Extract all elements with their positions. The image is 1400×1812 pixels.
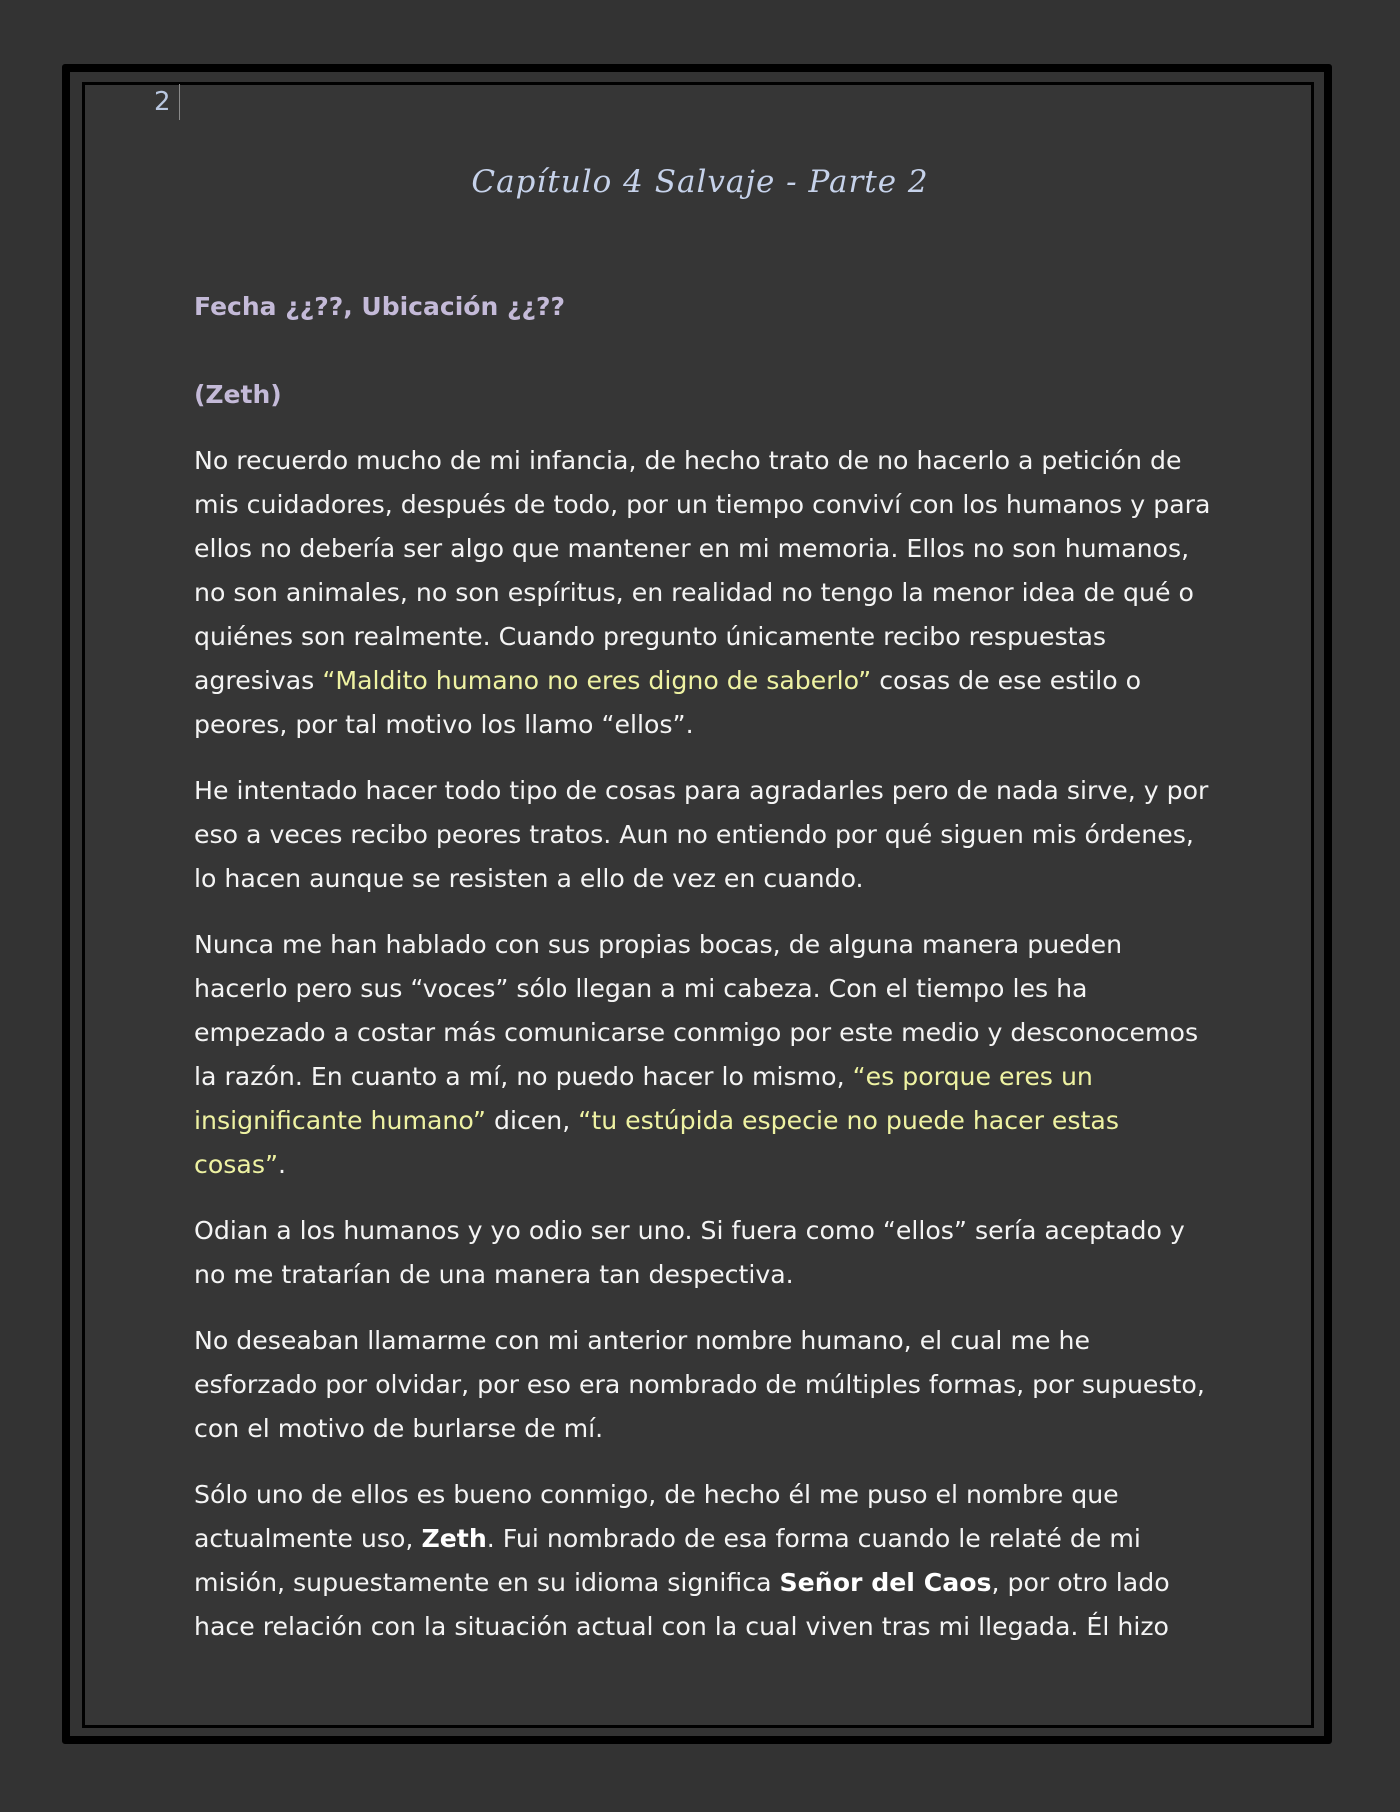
- paragraph-text: No recuerdo mucho de mi infancia, de hecho trato de no hacerlo a petición de mis cuidadores, después de todo, por un tiempo conviví con los humanos y para ellos no debería ser algo que mantener en mi memoria. Ellos no son humanos, no son animales, no son espíritus, en realidad no tengo la menor idea de qué o quiénes son realmente. Cuando pregunto únicamente recibo respuestas agresivas: [194, 446, 1211, 695]
- quote-highlight: “Maldito humano no eres digno de saberlo”: [322, 666, 872, 695]
- meaning-bold: Señor del Caos: [779, 1568, 992, 1597]
- page-number: 2: [150, 84, 180, 120]
- paragraph-1: [194, 439, 1214, 747]
- paragraph-text: dicen,: [485, 1106, 579, 1135]
- paragraph-2: [194, 769, 1214, 901]
- document-body: [194, 285, 1214, 1671]
- paragraph-text: , por otro lado hace relación con la situación actual con la cual viven tras mi llegada. Él hizo: [194, 1568, 1170, 1641]
- paragraph-text: He intentado hacer todo tipo de cosas para agradarles pero de nada sirve, y por eso a veces recibo peores tratos. Aun no entiendo por qué siguen mis órdenes, lo hacen aunque se resisten a ello de vez en cuando.: [194, 776, 1209, 893]
- paragraph-6: [194, 1473, 1214, 1649]
- paragraph-3: [194, 923, 1214, 1187]
- paragraph-text: cosas de ese estilo o peores, por tal motivo los llamo “ellos”.: [194, 666, 1142, 739]
- paragraph-text: .: [278, 1150, 287, 1179]
- chapter-title: Capítulo 4 Salvaje - Parte 2: [471, 164, 929, 200]
- pov-heading: (Zeth): [194, 380, 282, 409]
- quote-highlight: “tu estúpida especie no puede hacer estas cosas”: [194, 1106, 1119, 1179]
- paragraph-text: Sólo uno de ellos es bueno conmigo, de hecho él me puso el nombre que actualmente uso,: [194, 1480, 1119, 1553]
- paragraph-text: No deseaban llamarme con mi anterior nombre humano, el cual me he esforzado por olvidar, por eso era nombrado de múltiples formas, por supuesto, con el motivo de burlarse de mí.: [194, 1326, 1205, 1443]
- paragraph-text: Odian a los humanos y yo odio ser uno. Si fuera como “ellos” sería aceptado y no me tratarían de una manera tan despectiva.: [194, 1216, 1185, 1289]
- name-bold: Zeth: [421, 1524, 487, 1553]
- date-location-heading: Fecha ¿¿??, Ubicación ¿¿??: [194, 292, 565, 321]
- paragraph-5: [194, 1319, 1214, 1451]
- paragraph-text: Nunca me han hablado con sus propias bocas, de alguna manera pueden hacerlo pero sus “voces” sólo llegan a mi cabeza. Con el tiempo les ha empezado a costar más comunicarse conmigo por este medio y desconocemos la razón. En cuanto a mí, no puedo hacer lo mismo,: [194, 930, 1199, 1091]
- quote-highlight: “es porque eres un insignificante humano”: [194, 1062, 1093, 1135]
- paragraph-4: [194, 1209, 1214, 1297]
- paragraph-text: . Fui nombrado de esa forma cuando le relaté de mi misión, supuestamente en su idioma significa: [194, 1524, 1141, 1597]
